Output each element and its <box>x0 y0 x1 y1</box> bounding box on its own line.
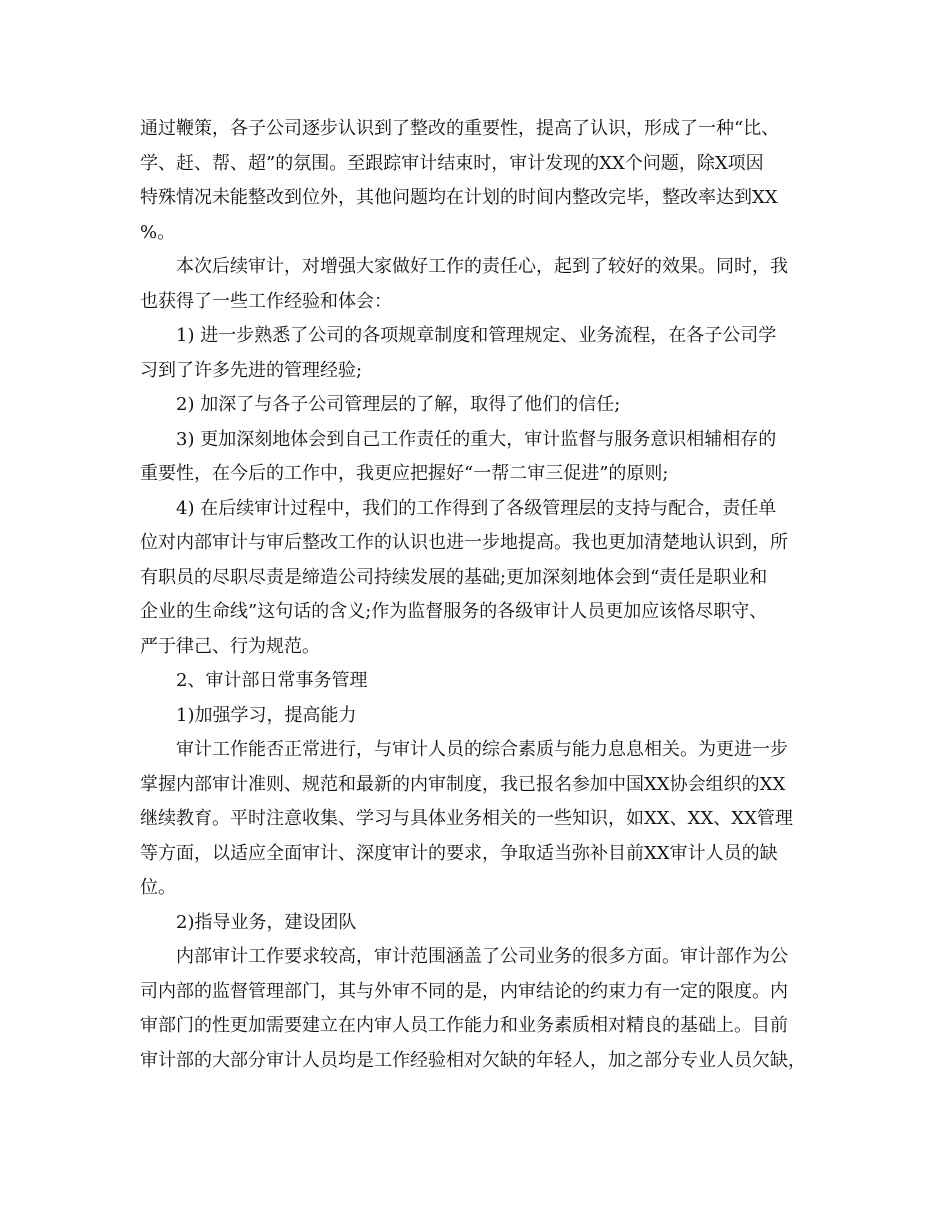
text-line: 学、赶、帮、超”的氛围。至跟踪审计结束时，审计发现的XX个问题，除X项因 <box>140 152 764 174</box>
text-line: 4) 在后续审计过程中，我们的工作得到了各级管理层的支持与配合，责任单 <box>176 497 777 519</box>
subsection-heading: 1)加强学习，提高能力 <box>176 704 357 726</box>
text-line: 等方面，以适应全面审计、深度审计的要求，争取适当弥补目前XX审计人员的缺 <box>140 842 778 864</box>
text-line: 本次后续审计，对增强大家做好工作的责任心，起到了较好的效果。同时，我 <box>176 256 788 277</box>
text-line: 2) 加深了与各子公司管理层的了解，取得了他们的信任; <box>176 394 621 415</box>
text-line: 企业的生命线”这句话的含义;作为监督服务的各级审计人员更加应该恪尽职守、 <box>140 601 768 622</box>
text-line: 特殊情况未能整改到位外，其他问题均在计划的时间内整改完毕，整改率达到XX <box>140 187 778 208</box>
text-line: 掌握内部审计准则、规范和最新的内审制度，我已报名参加中国XX协会组织的XX <box>140 773 786 795</box>
text-line: 内部审计工作要求较高，审计范围涵盖了公司业务的很多方面。审计部作为公 <box>176 946 788 967</box>
text-line: 重要性，在今后的工作中，我更应把握好“一帮二审三促进”的原则; <box>140 463 669 484</box>
text-line: 位对内部审计与审后整改工作的认识也进一步地提高。我也更加清楚地认识到，所 <box>140 532 788 553</box>
document-body <box>140 112 822 1078</box>
text-line: 也获得了一些工作经验和体会： <box>140 290 392 312</box>
text-line: 继续教育。平时注意收集、学习与具体业务相关的一些知识，如XX、XX、XX管理 <box>140 808 793 829</box>
subsection-heading: 2)指导业务，建设团队 <box>176 911 357 933</box>
text-line: 审计部的大部分审计人员均是工作经验相对欠缺的年轻人，加之部分专业人员欠缺， <box>140 1049 806 1071</box>
text-line: 1) 进一步熟悉了公司的各项规章制度和管理规定、业务流程，在各子公司学 <box>176 325 777 346</box>
text-line: 审部门的性更加需要建立在内审人员工作能力和业务素质相对精良的基础上。目前 <box>140 1015 788 1036</box>
text-line: 3) 更加深刻地体会到自己工作责任的重大，审计监督与服务意识相辅相存的 <box>176 428 777 450</box>
section-heading: 2、审计部日常事务管理 <box>176 670 368 691</box>
text-line: 严于律己、行为规范。 <box>140 635 320 657</box>
text-line: 习到了许多先进的管理经验; <box>140 359 363 381</box>
text-line: 有职员的尽职尽责是缔造公司持续发展的基础;更加深刻地体会到“责任是职业和 <box>140 566 768 588</box>
text-line: 司内部的监督管理部门，其与外审不同的是，内审结论的约束力有一定的限度。内 <box>140 980 788 1002</box>
text-line: 位。 <box>140 877 176 898</box>
text-line: %。 <box>140 221 176 243</box>
text-line: 审计工作能否正常进行，与审计人员的综合素质与能力息息相关。为更进一步 <box>176 739 788 760</box>
text-line: 通过鞭策，各子公司逐步认识到了整改的重要性，提高了认识，形成了一种“比、 <box>140 118 780 139</box>
